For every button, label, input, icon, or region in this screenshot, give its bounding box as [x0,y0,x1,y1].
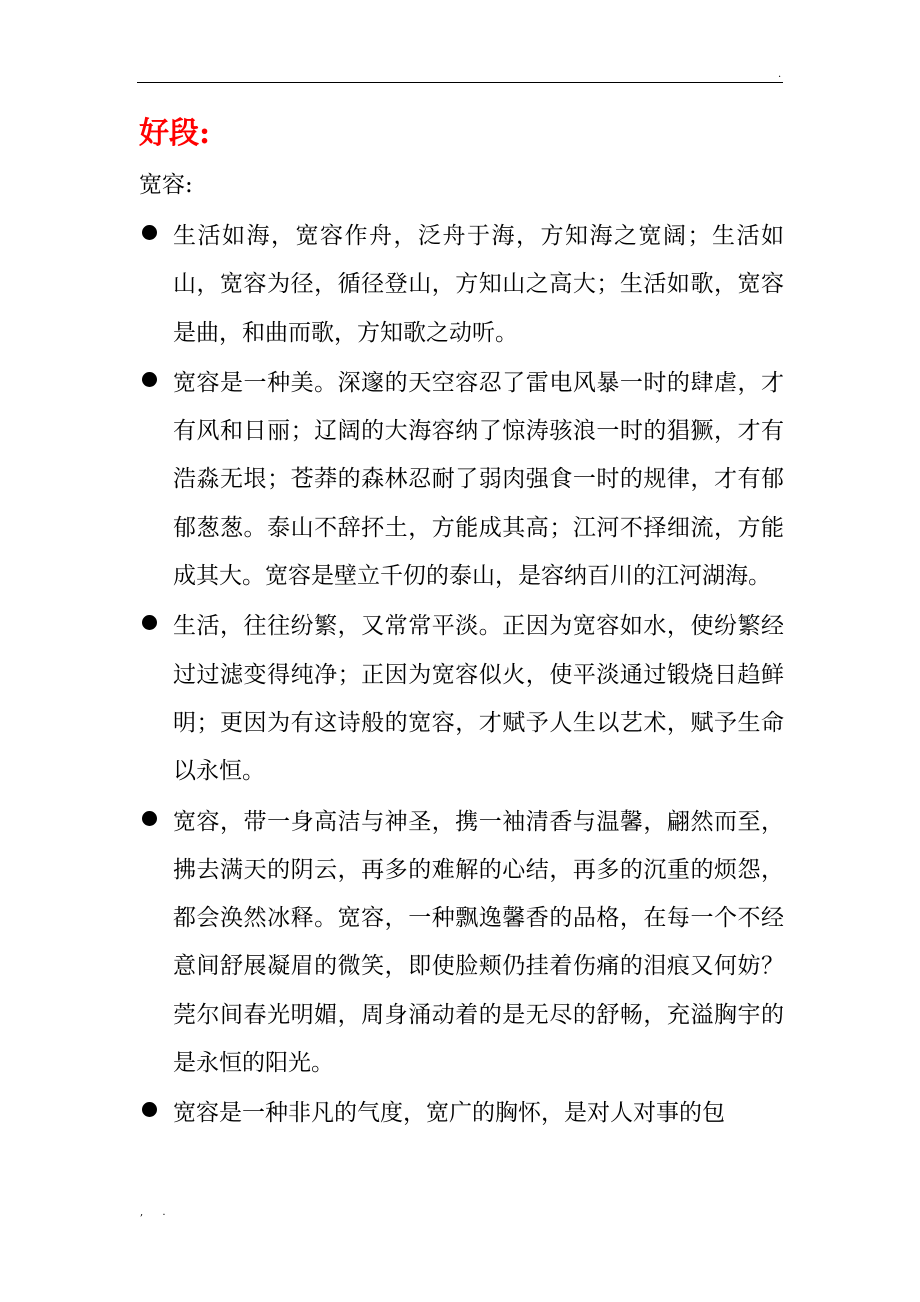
list-item [139,359,784,600]
list-item [139,212,784,357]
header-rule [137,82,783,83]
header-corner-mark: . [778,69,782,80]
list-item [139,798,784,1088]
paragraph-text: 生活，往往纷繁，又常常平淡。正因为宽容如水，使纷繁经过过滤变得纯净；正因为宽容似火，使平淡通过锻烧日趋鲜明；更因为有这诗般的宽容，才赋予人生以艺术，赋予生命以永恒。 [173,613,784,785]
footer-mark: , . [140,1207,174,1218]
bullet-icon [142,615,157,630]
list-item [139,602,784,795]
bullet-icon [142,1102,157,1117]
paragraph-text: 宽容，带一身高洁与神圣，携一袖清香与温馨，翩然而至，拂去满天的阴云，再多的难解的心结，再多的沉重的烦怨，都会涣然冰释。宽容，一种飘逸馨香的品格，在每一个不经意间舒展凝眉的微笑，即使脸颊仍挂着伤痛的泪痕又何妨？莞尔间春光明媚，周身涌动着的是无尽的舒畅，充溢胸宇的是永恒的阳光。 [173,808,784,1077]
bullet-icon [142,225,157,240]
paragraph-text: 生活如海，宽容作舟，泛舟于海，方知海之宽阔；生活如山，宽容为径，循径登山，方知山之高大；生活如歌，宽容是曲，和曲而歌，方知歌之动听。 [173,223,784,346]
paragraph-text: 宽容是一种美。深邃的天空容忍了雷电风暴一时的肆虐，才有风和日丽；辽阔的大海容纳了惊涛骇浪一时的猖獗，才有浩淼无垠；苍莽的森林忍耐了弱肉强食一时的规律，才有郁郁葱葱。泰山不辞抔土，方能成其高；江河不择细流，方能成其大。宽容是壁立千仞的泰山，是容纳百川的江河湖海。 [173,369,784,590]
list-item [139,1089,784,1137]
section-title: 好段: [139,116,211,151]
subtitle: 宽容: [139,172,193,198]
bullet-icon [142,372,157,387]
bullet-icon [142,811,157,826]
paragraph-text: 宽容是一种非凡的气度，宽广的胸怀，是对人对事的包 [173,1100,725,1127]
paragraph-list [139,212,784,1140]
